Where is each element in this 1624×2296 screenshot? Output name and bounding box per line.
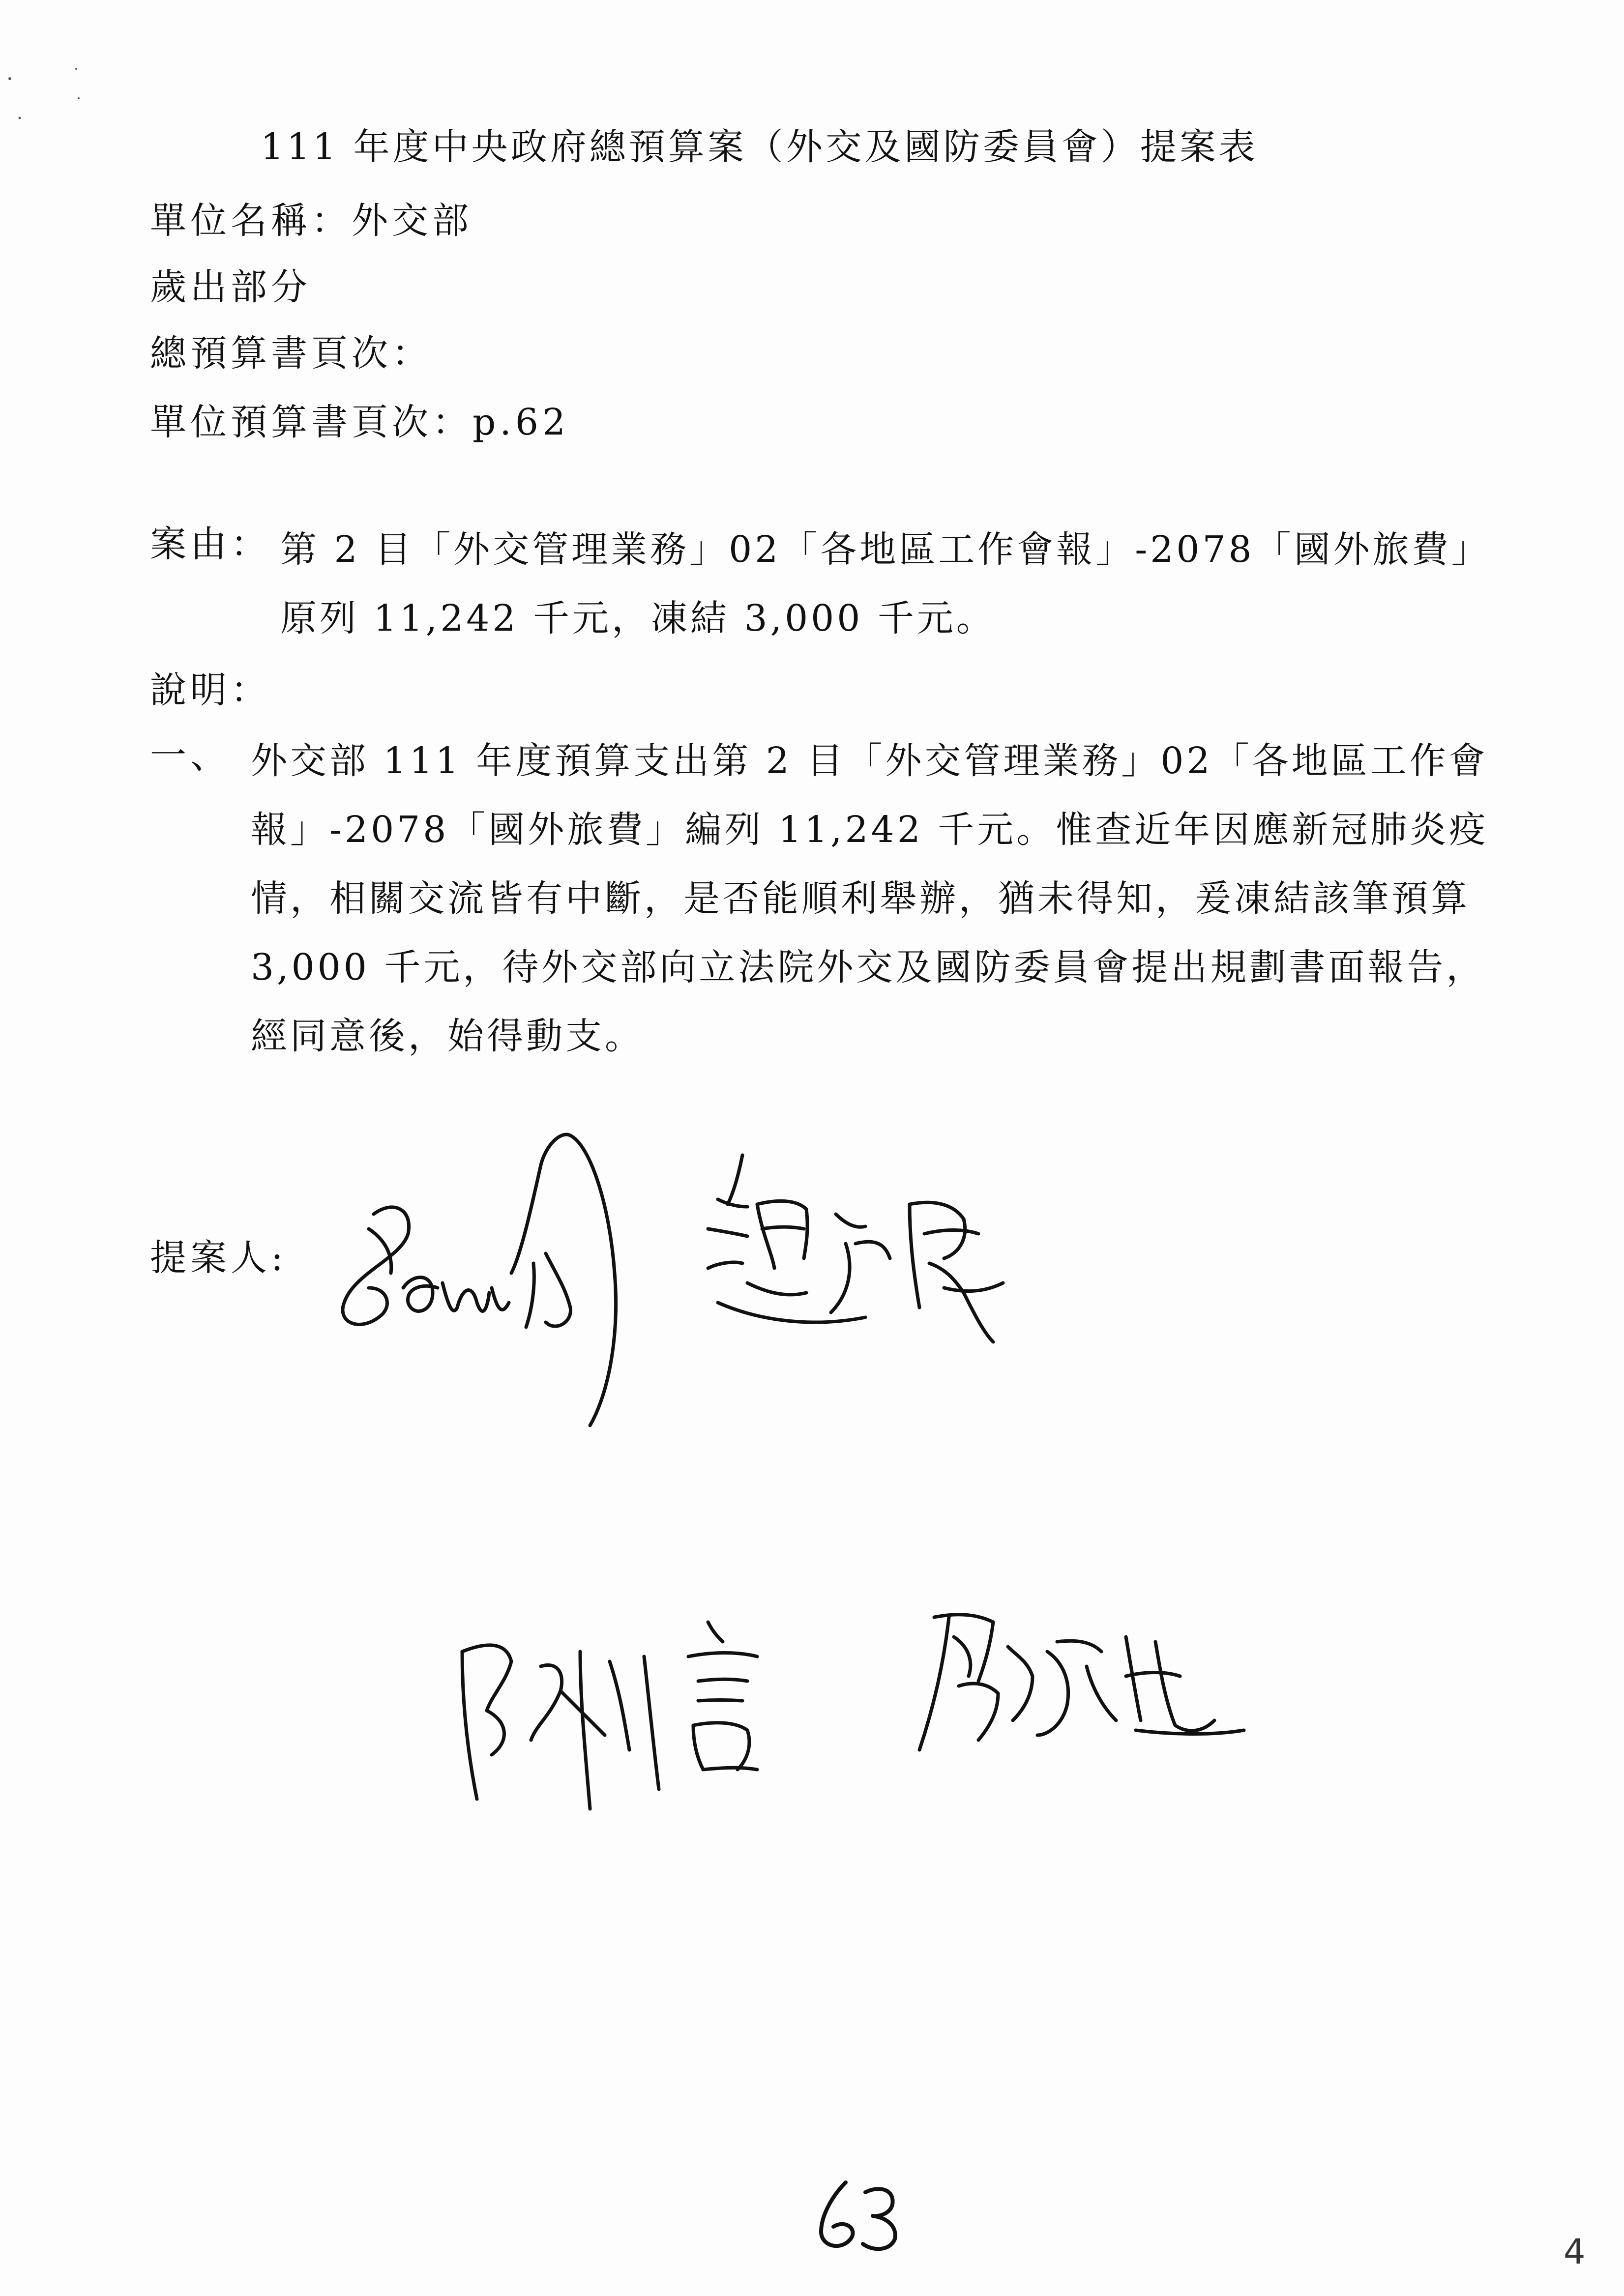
unit-budget-page: 單位預算書頁次：p.62 <box>150 401 570 443</box>
scan-specks <box>5 49 103 147</box>
expenditure-section: 歲出部分 <box>150 266 311 308</box>
corner-page-number: 4 <box>1564 2232 1586 2272</box>
signature-1 <box>315 1126 688 1445</box>
explanation-label: 說明： <box>150 669 271 711</box>
handwritten-page-number <box>806 2173 905 2258</box>
document-title: 111 年度中央政府總預算案（外交及國防委員會）提案表 <box>261 126 1258 168</box>
explanation-item-number: 一、 <box>150 734 231 777</box>
proposer-label: 提案人: <box>150 1237 287 1279</box>
case-label: 案由： <box>150 523 271 565</box>
signature-3 <box>433 1602 875 1833</box>
case-text: 第 2 目「外交管理業務」02「各地區工作會報」-2078「國外旅費」原列 11,242 千元，凍結 3,000 千元。 <box>280 528 1473 639</box>
signature-2 <box>688 1145 1033 1352</box>
total-budget-page: 總預算書頁次： <box>150 332 432 375</box>
signature-4 <box>900 1588 1254 1774</box>
unit-name: 單位名稱：外交部 <box>150 200 472 242</box>
explanation-item-text: 外交部 111 年度預算支出第 2 目「外交管理業務」02「各地區工作會報」-2078「國外旅費」編列 11,242 千元。惟查近年因應新冠肺炎疫情，相關交流皆有中斷，是否能順利舉辦，猶未得知，爰凍結該筆預算 3,000 千元，待外交部向立法院外交及國防委員會提出規劃書面報告，經同意後，始得動支。 <box>251 740 1489 1057</box>
